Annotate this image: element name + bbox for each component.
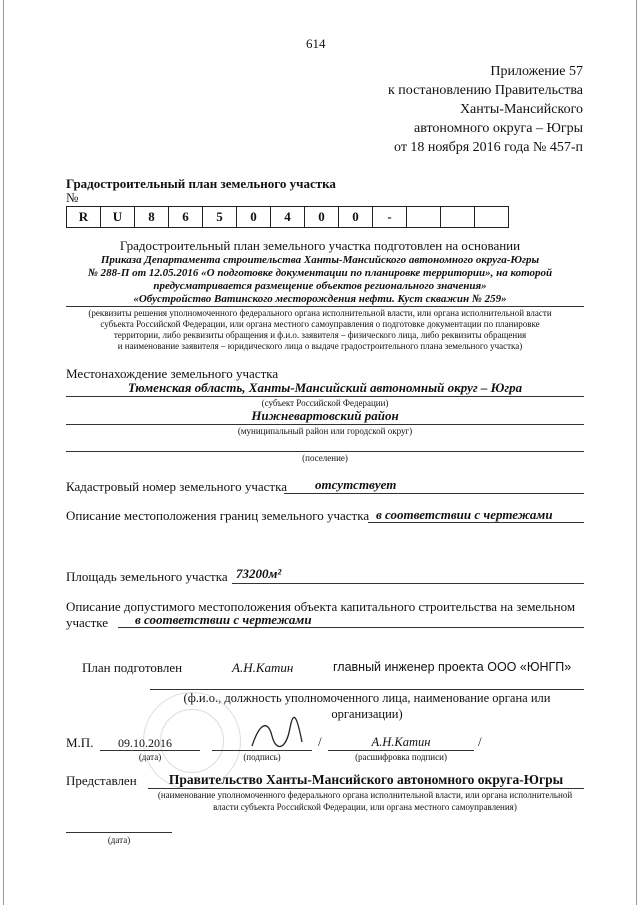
basis-underline — [66, 306, 584, 307]
area-value: 73200м² — [236, 566, 282, 581]
appendix-line-1: Приложение 57 — [490, 64, 583, 79]
appendix-line-5: от 18 ноября 2016 года № 457-п — [394, 140, 583, 155]
basis-line-2: № 288-П от 12.05.2016 «О подготовке документации по планировке территории», на которой — [87, 267, 553, 279]
presented-value: Правительство Ханты-Мансийского автономного округа-Югры — [168, 772, 564, 787]
code-cell: 0 — [305, 207, 339, 228]
decoding-name: А.Н.Катин — [371, 735, 431, 749]
code-cell: 5 — [203, 207, 237, 228]
district-value: Нижневартовский район — [251, 408, 399, 423]
number-sign: № — [66, 190, 79, 205]
appendix-line-2: к постановлению Правительства — [387, 83, 583, 98]
basis-heading: Градостроительный план земельного участка подготовлен на основании — [119, 238, 521, 253]
appendix-line-3: Ханты-Мансийского — [459, 102, 583, 117]
decoding-caption: (расшифровка подписи) — [355, 752, 447, 762]
slash-1: / — [318, 734, 322, 749]
page-number: 614 — [306, 36, 326, 51]
placement-underline — [118, 627, 584, 628]
plan-code-grid — [66, 206, 509, 228]
appendix-line-4: автономного округа – Югры — [414, 121, 583, 136]
cadastral-underline — [284, 493, 584, 494]
boundaries-value: в соответствии с чертежами — [376, 507, 553, 522]
code-cell: 8 — [135, 207, 169, 228]
prepared-name: А.Н.Катин — [232, 660, 294, 675]
code-cell — [475, 207, 509, 228]
code-cell: 4 — [271, 207, 305, 228]
area-underline — [232, 583, 584, 584]
basis-note-2: субъекта Российской Федерации, или органа местного самоуправления о подготовке документации по планировке — [100, 319, 540, 329]
slash-2: / — [478, 734, 482, 749]
location-label: Местонахождение земельного участка — [66, 366, 279, 381]
placement-value: в соответствии с чертежами — [135, 612, 312, 627]
district-caption: (муниципальный район или городской округ) — [237, 426, 413, 436]
prepared-caption-2: организации) — [331, 707, 403, 721]
code-cell — [407, 207, 441, 228]
footer-date-underline — [66, 832, 172, 833]
placement-label-1: Описание допустимого местоположения объекта капитального строительства на земельном — [66, 599, 576, 614]
signature-caption: (подпись) — [243, 752, 281, 762]
presented-caption — [140, 789, 590, 813]
presented-caption-1: (наименование уполномоченного федерального органа исполнительной власти, или органа исполнительной — [157, 790, 573, 800]
cadastral-label: Кадастровый номер земельного участка — [66, 479, 287, 494]
basis-line-4: «Обустройство Ватинского месторождения нефти. Куст скважин № 259» — [133, 293, 507, 305]
basis-note — [55, 308, 585, 352]
boundaries-underline — [368, 522, 584, 523]
code-cell: 0 — [237, 207, 271, 228]
right-scan-edge — [636, 0, 637, 905]
appendix-block — [388, 62, 583, 157]
basis-note-3: территории, либо реквизиты обращения и ф.и.о. заявителя – физического лица, либо реквизиты обращения — [113, 330, 527, 340]
prepared-label: План подготовлен — [82, 660, 183, 675]
subject-caption: (субъект Российской Федерации) — [261, 398, 389, 408]
code-cell: U — [101, 207, 135, 228]
settlement-caption: (поселение) — [302, 453, 348, 463]
presented-label: Представлен — [66, 773, 137, 788]
presented-caption-2: власти субъекта Российской Федерации, или органа местного самоуправления) — [213, 802, 517, 812]
footer-date-caption: (дата) — [107, 835, 131, 845]
basis-note-4: и наименование заявителя – юридического лица о выдаче градостроительного плана земельного участка) — [117, 341, 523, 351]
code-cell: R — [67, 207, 101, 228]
basis-note-1: (реквизиты решения уполномоченного федерального органа исполнительной власти, или органа исполнительной власти — [88, 308, 552, 318]
boundaries-label: Описание местоположения границ земельного участка — [66, 508, 370, 523]
sign-date-caption: (дата) — [138, 752, 162, 762]
basis-line-3: предусматривается размещение объектов регионального значения» — [153, 280, 487, 292]
basis-line-1: Приказа Департамента строительства Ханты-Мансийского автономного округа-Югры — [100, 254, 540, 266]
basis-block — [55, 254, 585, 306]
code-cell: - — [373, 207, 407, 228]
signature-scribble-icon — [246, 716, 306, 752]
code-cell: 0 — [339, 207, 373, 228]
cadastral-value: отсутствует — [315, 477, 397, 492]
left-scan-edge — [3, 0, 4, 905]
sign-date: 09.10.2016 — [118, 736, 172, 750]
prepared-caption-1: (ф.и.о., должность уполномоченного лица, наименование органа или — [183, 691, 551, 705]
area-label: Площадь земельного участка — [66, 569, 228, 584]
placement-label-2: участке — [66, 615, 109, 630]
code-cell — [441, 207, 475, 228]
code-cell: 6 — [169, 207, 203, 228]
prepared-position: главный инженер проекта ООО «ЮНГП» — [333, 660, 572, 674]
mp-label: М.П. — [66, 735, 94, 750]
subject-value: Тюменская область, Ханты-Мансийский автономный округ – Югра — [127, 380, 523, 395]
plan-title: Градостроительный план земельного участка — [66, 176, 336, 191]
